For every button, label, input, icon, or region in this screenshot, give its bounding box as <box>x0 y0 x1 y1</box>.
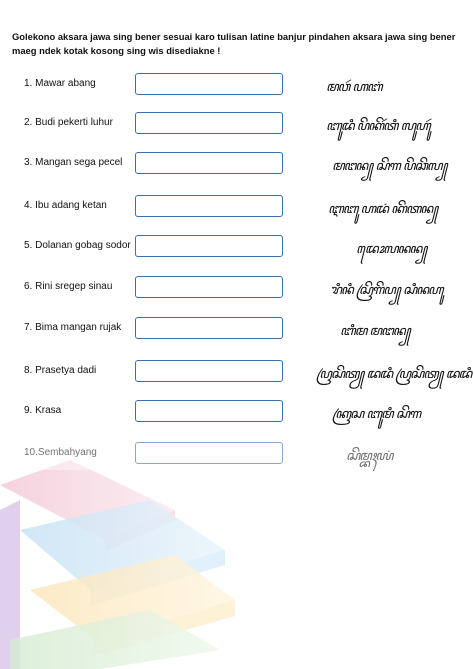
javanese-text: ꦩꦮꦂ ꦲꦧꦁ <box>326 80 382 95</box>
javanese-text: ꦱꦼꦩ꧀ꦧꦃꦪꦁ <box>346 449 393 464</box>
exercise-row-9 <box>0 400 474 424</box>
answer-box-2[interactable] <box>135 112 283 134</box>
javanese-text: ꦆꦧꦸ ꦲꦢꦁ ꦏꦼꦠꦤ꧀ <box>328 202 438 217</box>
answer-box-8[interactable] <box>135 360 283 382</box>
instruction-text: Golekono aksara jawa sing bener sesuai karo tulisan latine banjur pindahen aksara jawa sing bener maeg ndek kotak kosong sing wis disediakne ! <box>12 31 456 56</box>
item-label: 7. Bima mangan rujak <box>24 322 122 333</box>
javanese-text: ꦏꦿꦱ ꦧꦸꦩꦶ ꦱꦼꦒ <box>332 407 421 422</box>
exercise-row-2 <box>0 112 474 136</box>
javanese-text: ꦩꦔꦤ꧀ ꦱꦼꦒ ꦥꦼꦕꦼꦭ꧀ <box>332 159 447 174</box>
item-label: 9. Krasa <box>24 405 62 416</box>
answer-box-9[interactable] <box>135 400 283 422</box>
exercise-row-6 <box>0 276 474 300</box>
exercise-row-3 <box>0 152 474 176</box>
exercise-row-5 <box>0 235 474 259</box>
item-label: 6. Rini sregep sinau <box>24 281 113 292</box>
item-label: 10.Sembahyang <box>24 447 97 458</box>
javanese-text: ꦢꦺꦴꦭꦤꦤ꧀ <box>356 242 427 257</box>
answer-box-1[interactable] <box>135 73 283 95</box>
javanese-text: ꦧꦶꦩ ꦩꦔꦤ꧀ <box>340 324 410 339</box>
exercise-row-8 <box>0 360 474 384</box>
answer-box-7[interactable] <box>135 317 283 339</box>
item-label: 1. Mawar abang <box>24 78 96 89</box>
answer-box-4[interactable] <box>135 195 283 217</box>
item-label: 3. Mangan sega pecel <box>24 157 123 168</box>
answer-box-6[interactable] <box>135 276 283 298</box>
javanese-text: ꦧꦸꦢꦶ ꦥꦼꦏꦼꦂꦠꦶ ꦭꦸꦲꦸꦂ <box>326 119 430 134</box>
exercise-row-7 <box>0 317 474 341</box>
item-label: 4. Ibu adang ketan <box>24 200 107 211</box>
books-illustration <box>0 440 474 669</box>
item-label: 2. Budi pekerti luhur <box>24 117 113 128</box>
item-label: 8. Prasetya dadi <box>24 365 97 376</box>
javanese-text: ꦫꦶꦤꦶ ꦱꦿꦼꦒꦼꦥ꧀ ꦱꦶꦤꦲꦸ <box>330 283 443 298</box>
answer-box-5[interactable] <box>135 235 283 257</box>
answer-box-3[interactable] <box>135 152 283 174</box>
javanese-text: ꦥꦿꦱꦼꦠꦾ ꦢꦢꦶ ꦥꦿꦱꦼꦠꦾ ꦢꦢꦶ <box>316 367 472 382</box>
item-label: 5. Dolanan gobag sodor <box>24 240 131 251</box>
exercise-row-4 <box>0 195 474 219</box>
exercise-row-1 <box>0 73 474 97</box>
